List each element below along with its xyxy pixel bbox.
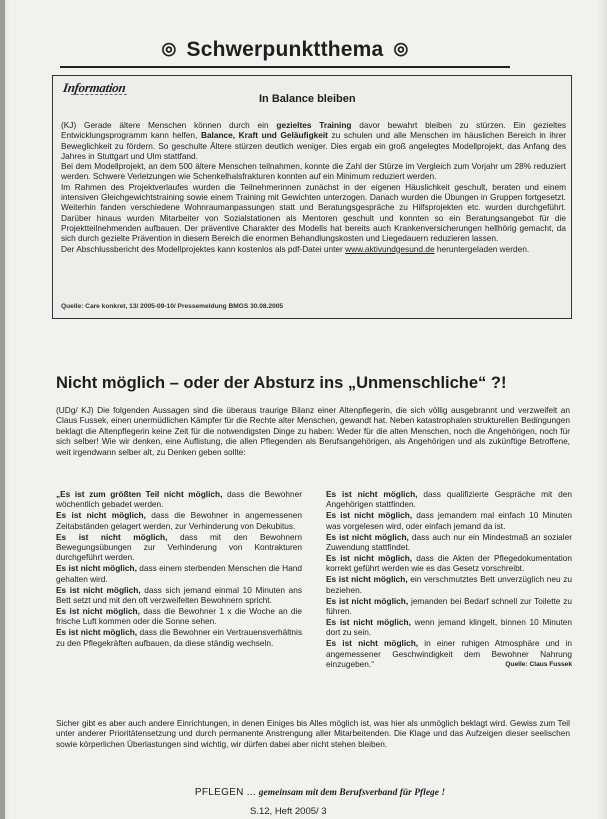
- header-divider: [60, 66, 510, 68]
- statement-item: Es ist nicht möglich, ein verschmutztes Bett unverzüglich neu zu beziehen.: [326, 574, 572, 595]
- quote-source: Quelle: Claus Fussek: [505, 661, 572, 668]
- info-paragraph: (KJ) Gerade ältere Menschen können durch ein gezieltes Training davor bewahrt bleiben zu stürzen. Ein gezieltes Entwicklungsprogramm kann helfen, Balance, Kraft und Geläufigkeit zu schulen und alle Menschen im häuslichen Bereich in ihrer Beweglichkeit zu fördern. So geschulte Ältere stürzen deutlich weniger. Dies ergab ein groß angelegtes Modellprojekt, das Anfang des Jahres in Stuttgart und Ulm stattfand.: [61, 120, 567, 161]
- section-title: Schwerpunktthema: [186, 38, 384, 61]
- target-icon: ◎: [161, 39, 177, 58]
- info-source: Quelle: Care konkret, 13/ 2005-09-10/ Pressemeldung BMGS 30.08.2005: [61, 303, 284, 310]
- statement-item: Es ist nicht möglich, dass die Bewohner 1 x die Woche an die frische Luft kommen oder die Sonne sehen.: [56, 605, 303, 627]
- statement-item: Es ist nicht möglich, dass mit den Bewohnern Bewegungsübungen zur Verhinderung von Kontrakturen durchgeführt werden.: [56, 531, 302, 563]
- statement-item: Es ist nicht möglich, wenn jemand klingelt, binnen 10 Minuten dort zu sein.: [326, 616, 572, 638]
- page-number: S.12, Heft 2005/ 3: [250, 806, 327, 817]
- download-link[interactable]: www.aktivundgesund.de: [345, 243, 435, 254]
- statement-item: Es ist nicht möglich, dass qualifizierte Gespräche mit den Angehörigen stattfinden.: [326, 489, 572, 510]
- statement-item: Es ist nicht möglich, in einer ruhigen Atmosphäre und in angemessener Geschwindigkeit dem Bewohner Nahrung einzugeben.“ Quelle: Claus Fussek: [326, 638, 572, 669]
- statement-item: Es ist nicht möglich, dass die Bewohner in angemessenen Zeitabständen gelagert werden, zur Verhinderung von Dekubitus.: [56, 510, 302, 531]
- info-paragraph: Im Rahmen des Projektverlaufes wurden die Teilnehmerinnen zunächst in der eigenen Häuslichkeit geschult, beraten und einem intensiven Gleichgewichtstraining sowie einem Training mit Gewichten unterzogen. Danach wurden die Übungen in Gruppen fortgesetzt. Weiterhin fanden verschiedene Wohnraumanpassungen statt und Beratungsgespräche zu Hilfsprojekten etc. wurden durchgeführt. Darüber hinaus wurden Mitarbeiter von Sozialstationen als Mentoren geschult und konnten so ein Beratungsangebot für die Projektteilnehmenden aufbauen. Der präventive Charakter des Modells hat bereits auch Krankenversicherungen hellhörig gemacht, da sich durch gezielte Prävention in diesem Bereich die enormen Behandlungskosten und Liegedauern reduzieren lassen.: [61, 181, 566, 244]
- article-intro: (UDg/ KJ) Die folgenden Aussagen sind die überaus traurige Bilanz einer Altenpflegerin, die sich völlig ausgebrannt und verzweifelt an Claus Fussek, einen unermüdlichen Kämpfer für die Rechte alter Menschen, gewandt hat. Neben katastrophalen strukturellen Bedingungen beklagt die Altenpflegerin keine Zeit für die notwendigsten Dinge zu haben: Weder für die alten Menschen, noch die Angehörigen, noch für sich selber! Wie wir denken, eine Auflistung, die allen Pflegenden als Berufsangehörigen, als Angehörigen und als zukünftige Betroffene, weit irgendwann selber alt, zu Denken geben sollte:: [56, 405, 570, 457]
- statement-item: Es ist nicht möglich, jemanden bei Bedarf schnell zur Toilette zu führen.: [326, 595, 572, 616]
- info-paragraph: Der Abschlussbericht des Modellprojektes kann kostenlos als pdf-Datei unter www.aktivundgesund.de heruntergeladen werden.: [61, 243, 530, 254]
- page-footer: [170, 787, 470, 798]
- statement-column-right: [326, 489, 572, 670]
- statement-item: Es ist nicht möglich, dass sich jemand einmal 10 Minuten ans Bett setzt und mit den oft verzweifelten Bewohnern spricht.: [56, 584, 302, 606]
- section-header: [60, 38, 510, 64]
- statement-column-left: [56, 489, 302, 649]
- page-edge: [0, 0, 5, 819]
- statement-item: Es ist nicht möglich, dass die Bewohner ein Vertrauensverhältnis zu den Pflegekräften aufbauen, da diese ständig wechseln.: [56, 627, 302, 648]
- statement-item: „Es ist zum größten Teil nicht möglich, dass die Bewohner wöchentlich gebadet werden.: [56, 489, 303, 510]
- article-outro: Sicher gibt es aber auch andere Einrichtungen, in denen Einiges bis Alles möglich ist, was hier als unmöglich beklagt wird. Gewiss zum Teil unter anderer Prioritätensetzung und durch permanente Anstrengung aller Mitarbeitenden. Die Klage und das Aufzeigen dieser seelischen sowie körperlichen Überlastungen sind wichtig, wir dürfen dabei aber nicht stehen bleiben.: [56, 718, 570, 749]
- target-icon: ◎: [393, 39, 409, 58]
- statement-item: Es ist nicht möglich, dass auch nur ein Mindestmaß an sozialer Zuwendung stattfindet.: [326, 531, 572, 553]
- logo-underline: [71, 94, 127, 102]
- footer-tagline: gemeinsam mit dem Berufsverband für Pflege !: [258, 788, 446, 798]
- article-title: Nicht möglich – oder der Absturz ins „Unmenschliche“ ?!: [56, 374, 507, 392]
- info-paragraph: Bei dem Modellprojekt, an dem 500 ältere Menschen teilnahmen, konnte die Zahl der Stürze im Vergleich zum Vorjahr um 28% reduziert werden. Schwere Verletzungen wie Schenkelhalsfrakturen konnten auf ein Minimum reduziert werden.: [61, 161, 566, 182]
- info-box-body: [61, 120, 566, 254]
- statement-item: Es ist nicht möglich, dass die Akten der Pflegedokumentation korrekt geführt werden wie es das Gesetz vorschreibt.: [326, 552, 572, 574]
- information-logo: Information: [62, 80, 127, 95]
- footer-brand: PFLEGEN ...: [194, 787, 256, 798]
- info-box-title: In Balance bleiben: [259, 93, 356, 105]
- statement-item: Es ist nicht möglich, dass einem sterbenden Menschen die Hand gehalten wird.: [56, 563, 302, 584]
- info-box: [52, 75, 572, 319]
- statement-item: Es ist nicht möglich, dass jemandem mal einfach 10 Minuten was vorgelesen wird, oder einfach jemand da ist.: [326, 510, 572, 531]
